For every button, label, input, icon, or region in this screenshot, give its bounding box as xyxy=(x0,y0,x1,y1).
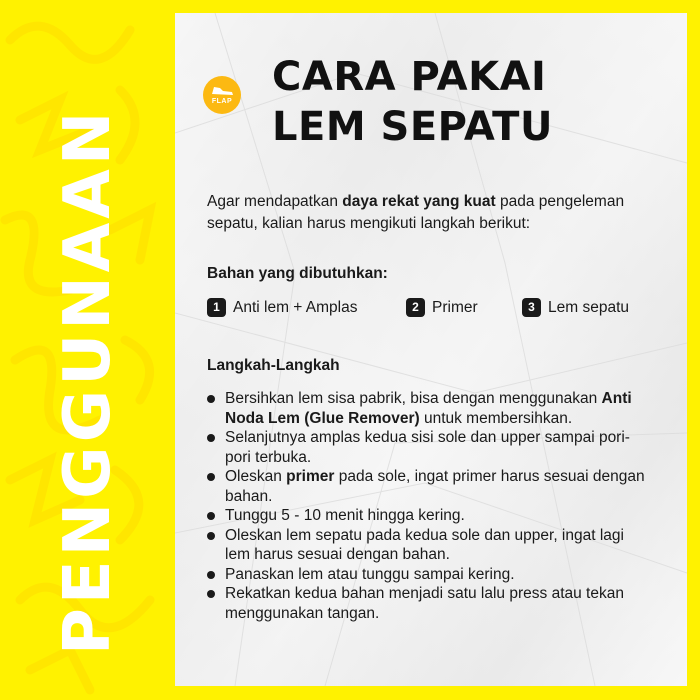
material-number: 1 xyxy=(207,298,226,317)
step-text: Oleskan lem sepatu pada kedua sole dan upper, ingat lagi lem harus sesuai dengan bahan. xyxy=(225,526,624,563)
step-item xyxy=(205,584,645,623)
step-text: Tunggu 5 - 10 menit hingga kering. xyxy=(225,507,465,524)
steps-heading: Langkah-Langkah xyxy=(207,357,340,374)
bullet-icon xyxy=(207,395,215,403)
side-title: PENGGUNAAN xyxy=(51,107,125,655)
step-text: Selanjutnya amplas kedua sisi sole dan upper sampai pori-pori terbuka. xyxy=(225,429,630,466)
material-label: Lem sepatu xyxy=(548,298,629,316)
title-line-1: CARA PAKAI xyxy=(272,54,547,100)
step-bold: Anti Noda Lem (Glue Remover) xyxy=(225,390,632,427)
step-item xyxy=(205,526,645,565)
step-text: Rekatkan kedua bahan menjadi satu lalu press atau tekan menggunakan tangan. xyxy=(225,585,624,622)
step-text-end: untuk membersihkan. xyxy=(419,409,573,427)
steps-list xyxy=(205,389,645,623)
material-number: 2 xyxy=(406,298,425,317)
material-label: Primer xyxy=(432,298,478,316)
bullet-icon xyxy=(207,512,215,520)
step-text: Panaskan lem atau tunggu sampai kering. xyxy=(225,565,515,583)
material-number: 3 xyxy=(522,298,541,317)
step-item xyxy=(205,467,645,506)
step-text: Oleskan xyxy=(225,468,287,485)
material-item xyxy=(522,298,629,317)
page-title xyxy=(272,52,652,152)
material-item xyxy=(406,298,478,317)
material-label: Anti lem + Amplas xyxy=(233,298,358,316)
step-text-end: pada sole, ingat primer harus sesuai dengan bahan. xyxy=(225,468,645,505)
intro-text-end: pada pengeleman sepatu, kalian harus mengikuti langkah berikut: xyxy=(207,193,625,232)
step-item xyxy=(205,506,645,526)
intro-text: Agar mendapatkan xyxy=(207,193,343,210)
intro-paragraph xyxy=(207,191,677,235)
material-item xyxy=(207,298,357,317)
title-line-2: LEM SEPATU xyxy=(272,104,553,150)
brand-logo xyxy=(203,76,241,114)
step-text: Bersihkan lem sisa pabrik, bisa dengan menggunakan xyxy=(225,390,602,407)
step-item xyxy=(205,565,645,585)
logo-text: FLAP xyxy=(211,98,233,105)
step-item xyxy=(205,428,645,467)
step-item xyxy=(205,389,645,428)
shoe-icon xyxy=(203,78,241,100)
bullet-icon xyxy=(207,434,215,442)
materials-heading: Bahan yang dibutuhkan: xyxy=(207,265,388,282)
intro-bold: daya rekat yang kuat xyxy=(342,193,496,210)
bullet-icon xyxy=(207,473,215,481)
step-bold: primer xyxy=(286,468,335,485)
bullet-icon xyxy=(207,532,215,540)
bullet-icon xyxy=(207,590,215,598)
bullet-icon xyxy=(207,571,215,579)
